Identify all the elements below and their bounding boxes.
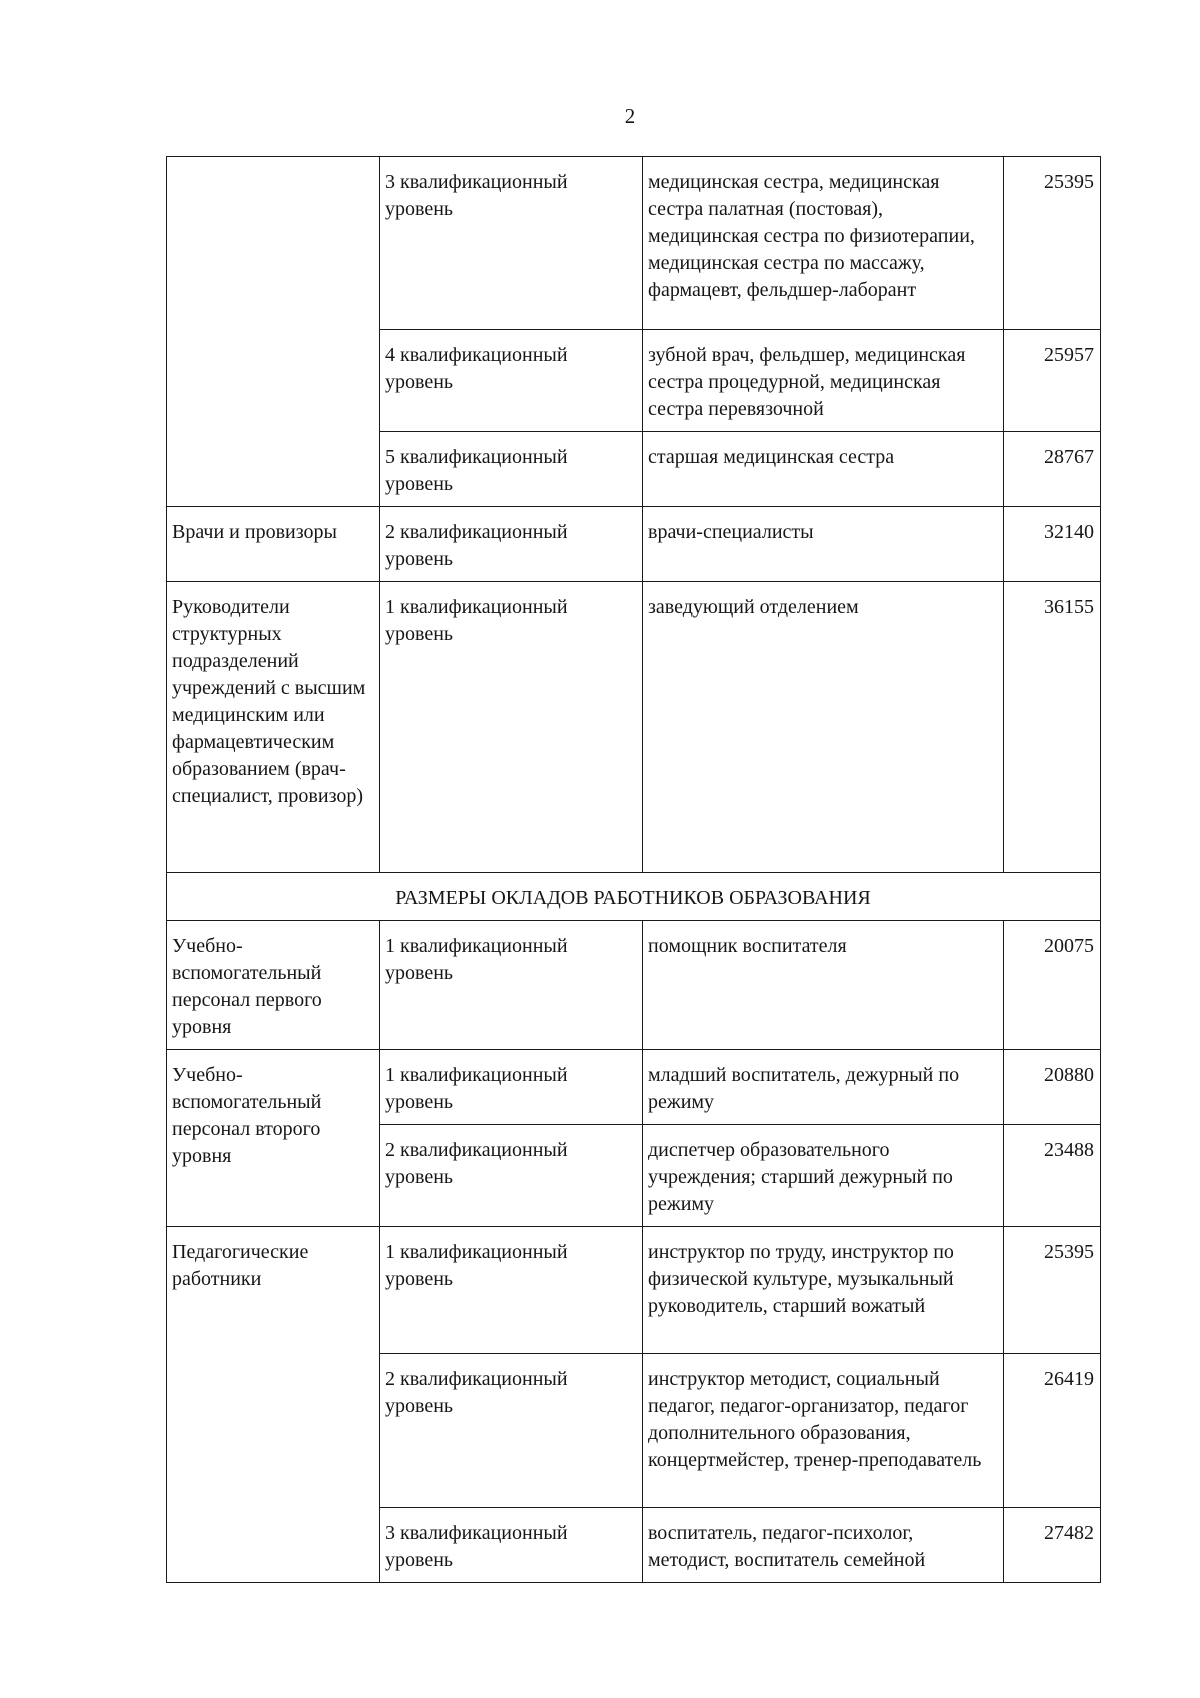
level-cell: 5 квалификационный уровень <box>380 432 643 507</box>
salary-cell: 23488 <box>1004 1125 1101 1227</box>
positions-cell: заведующий отделением <box>643 582 1004 873</box>
level-cell: 3 квалификационный уровень <box>380 1508 643 1583</box>
table-row <box>167 157 1101 330</box>
positions-cell: диспетчер образовательного учреждения; старший дежурный по режиму <box>643 1125 1004 1227</box>
section-heading-row <box>167 873 1101 921</box>
positions-cell: старшая медицинская сестра <box>643 432 1004 507</box>
salary-cell: 25395 <box>1004 1227 1101 1354</box>
positions-cell: инструктор методист, социальный педагог, педагог-организатор, педагог дополнительного образования, концертмейстер, тренер-преподаватель <box>643 1354 1004 1508</box>
positions-cell: инструктор по труду, инструктор по физической культуре, музыкальный руководитель, старший вожатый <box>643 1227 1004 1354</box>
positions-cell: врачи-специалисты <box>643 507 1004 582</box>
table-row <box>167 921 1101 1050</box>
level-cell: 1 квалификационный уровень <box>380 921 643 1050</box>
level-cell: 2 квалификационный уровень <box>380 507 643 582</box>
positions-cell: младший воспитатель, дежурный по режиму <box>643 1050 1004 1125</box>
salary-cell: 27482 <box>1004 1508 1101 1583</box>
salary-table <box>166 156 1101 1583</box>
group-cell: Учебно-вспомогательный персонал второго уровня <box>167 1050 380 1227</box>
table-row <box>167 582 1101 873</box>
salary-cell: 25957 <box>1004 330 1101 432</box>
positions-cell: медицинская сестра, медицинская сестра палатная (постовая), медицинская сестра по физиотерапии, медицинская сестра по массажу, фармацевт, фельдшер-лаборант <box>643 157 1004 330</box>
salary-cell: 28767 <box>1004 432 1101 507</box>
level-cell: 4 квалификационный уровень <box>380 330 643 432</box>
salary-cell: 26419 <box>1004 1354 1101 1508</box>
positions-cell: зубной врач, фельдшер, медицинская сестра процедурной, медицинская сестра перевязочной <box>643 330 1004 432</box>
level-cell: 2 квалификационный уровень <box>380 1125 643 1227</box>
table-row <box>167 1227 1101 1354</box>
salary-cell: 25395 <box>1004 157 1101 330</box>
group-cell: Учебно-вспомогательный персонал первого уровня <box>167 921 380 1050</box>
group-cell: Врачи и провизоры <box>167 507 380 582</box>
level-cell: 3 квалификационный уровень <box>380 157 643 330</box>
table-row <box>167 1050 1101 1125</box>
salary-cell: 32140 <box>1004 507 1101 582</box>
level-cell: 1 квалификационный уровень <box>380 1227 643 1354</box>
positions-cell: воспитатель, педагог-психолог, методист, воспитатель семейной <box>643 1508 1004 1583</box>
level-cell: 1 квалификационный уровень <box>380 582 643 873</box>
page-number: 2 <box>624 104 636 128</box>
table-row <box>167 507 1101 582</box>
salary-cell: 20880 <box>1004 1050 1101 1125</box>
salary-cell: 36155 <box>1004 582 1101 873</box>
group-cell: Педагогические работники <box>167 1227 380 1583</box>
level-cell: 1 квалификационный уровень <box>380 1050 643 1125</box>
positions-cell: помощник воспитателя <box>643 921 1004 1050</box>
level-cell: 2 квалификационный уровень <box>380 1354 643 1508</box>
group-cell: Руководители структурных подразделений учреждений с высшим медицинским или фармацевтическим образованием (врач-специалист, провизор) <box>167 582 380 873</box>
section-heading: РАЗМЕРЫ ОКЛАДОВ РАБОТНИКОВ ОБРАЗОВАНИЯ <box>167 873 1101 921</box>
salary-cell: 20075 <box>1004 921 1101 1050</box>
group-cell <box>167 157 380 507</box>
